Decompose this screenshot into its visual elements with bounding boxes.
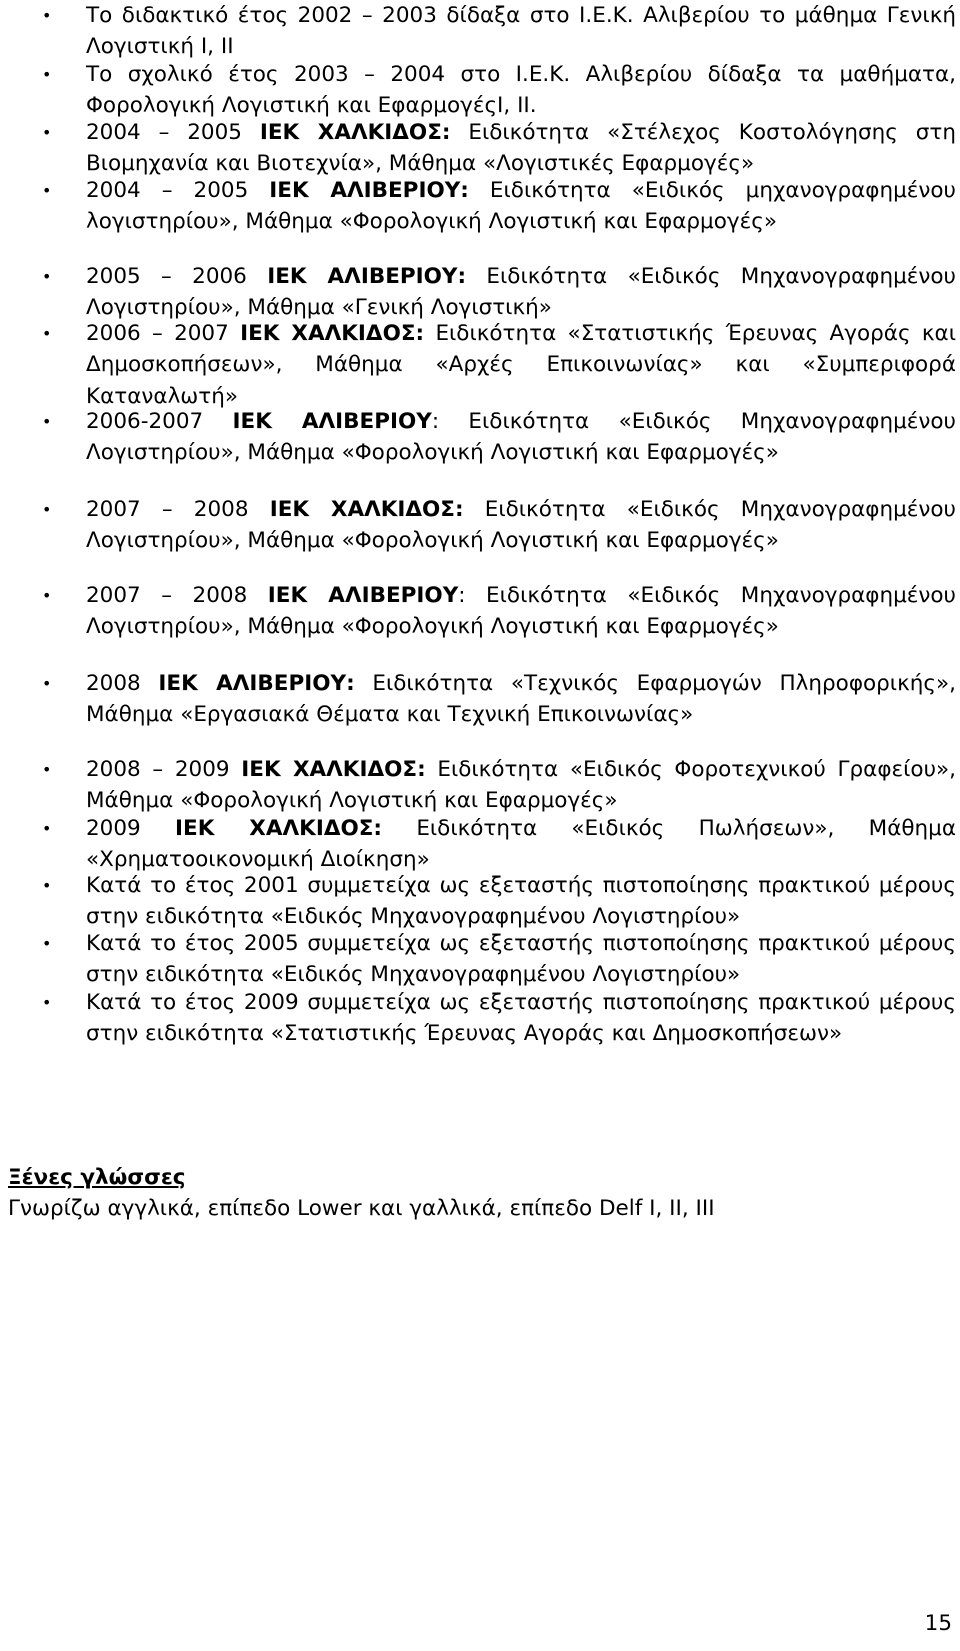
item-text: Το διδακτικό έτος 2002 – 2003 δίδαξα στο Ι.Ε.Κ. Αλιβερίου το μάθημα Γενική Λογιστική Ι, ΙΙ bbox=[86, 3, 956, 60]
list-item bbox=[42, 870, 956, 933]
bullet-icon: • bbox=[42, 760, 52, 779]
school-name: ΙΕΚ ΑΛΙΒΕΡΙΟΥ: bbox=[269, 178, 469, 203]
item-text: Κατά το έτος 2009 συμμετείχα ως εξεταστής πιστοποίησης πρακτικού μέρους στην ειδικότητα «Στατιστικής Έρευνας Αγοράς και Δημοσκοπήσεων» bbox=[86, 990, 956, 1047]
school-name: ΙΕΚ ΑΛΙΒΕΡΙΟΥ bbox=[232, 409, 432, 434]
item-date: 2009 bbox=[86, 816, 176, 841]
bullet-icon: • bbox=[42, 993, 52, 1012]
item-date: 2008 – 2009 bbox=[86, 757, 242, 782]
item-details: Ειδικότητα «Στέλεχος Κοστολόγησης στη Βιομηχανία και Βιοτεχνία», Μάθημα «Λογιστικές Εφαρμογές» bbox=[86, 120, 956, 177]
school-name: ΙΕΚ ΧΑΛΚΙΔΟΣ: bbox=[240, 321, 425, 346]
list-item bbox=[42, 754, 956, 817]
item-date: 2004 – 2005 bbox=[86, 120, 260, 145]
school-name: ΙΕΚ ΧΑΛΚΙΔΟΣ: bbox=[175, 816, 383, 841]
item-details: Ειδικότητα «Ειδικός Πωλήσεων», Μάθημα «Χρηματοοικονομική Διοίκηση» bbox=[86, 816, 956, 873]
item-details: : Ειδικότητα «Ειδικός Μηχανογραφημένου Λογιστηρίου», Μάθημα «Φορολογική Λογιστική και Εφαρμογές» bbox=[86, 583, 957, 640]
item-date: 2008 bbox=[86, 671, 159, 696]
school-name: ΙΕΚ ΧΑΛΚΙΔΟΣ: bbox=[241, 757, 426, 782]
item-details: : Ειδικότητα «Ειδικός Μηχανογραφημένου Λογιστηρίου», Μάθημα «Φορολογική Λογιστική και Εφαρμογές» bbox=[86, 409, 956, 466]
item-text: Κατά το έτος 2001 συμμετείχα ως εξεταστής πιστοποίησης πρακτικού μέρους στην ειδικότητα «Ειδικός Μηχανογραφημένου Λογιστηρίου» bbox=[86, 873, 956, 930]
item-date: 2007 – 2008 bbox=[86, 583, 268, 608]
list-item bbox=[42, 494, 956, 557]
list-item bbox=[42, 175, 957, 238]
foreign-languages-heading: Ξένες γλώσσες bbox=[8, 1165, 186, 1190]
item-details: Ειδικότητα «Ειδικός Φοροτεχνικού Γραφείου», Μάθημα «Φορολογική Λογιστική και Εφαρμογές» bbox=[86, 757, 956, 814]
item-details: Ειδικότητα «Ειδικός μηχανογραφημένου λογιστηρίου», Μάθημα «Φορολογική Λογιστική και Εφαρμογές» bbox=[86, 178, 957, 235]
item-details: Ειδικότητα «Στατιστικής Έρευνας Αγοράς και Δημοσκοπήσεων», Μάθημα «Αρχές Επικοινωνίας» και «Συμπεριφορά Καταναλωτή» bbox=[86, 321, 956, 409]
bullet-icon: • bbox=[42, 123, 52, 142]
foreign-languages-text: Γνωρίζω αγγλικά, επίπεδο Lower και γαλλικά, επίπεδο Delf I, II, III bbox=[8, 1196, 715, 1221]
bullet-icon: • bbox=[42, 586, 52, 605]
list-item bbox=[42, 261, 956, 324]
bullet-icon: • bbox=[42, 181, 52, 200]
school-name: ΙΕΚ ΧΑΛΚΙΔΟΣ: bbox=[269, 497, 464, 522]
item-details: Ειδικότητα «Τεχνικός Εφαρμογών Πληροφορικής», Μάθημα «Εργασιακά Θέματα και Τεχνική Επικοινωνίας» bbox=[86, 671, 956, 728]
item-details: Ειδικότητα «Ειδικός Μηχανογραφημένου Λογιστηρίου», Μάθημα «Φορολογική Λογιστική και Εφαρμογές» bbox=[86, 497, 956, 554]
item-date: 2006 – 2007 bbox=[86, 321, 241, 346]
bullet-icon: • bbox=[42, 876, 52, 895]
school-name: ΙΕΚ ΑΛΙΒΕΡΙΟΥ: bbox=[158, 671, 355, 696]
list-item bbox=[42, 987, 956, 1050]
bullet-icon: • bbox=[42, 324, 52, 343]
item-text: Το σχολικό έτος 2003 – 2004 στο Ι.Ε.Κ. Αλιβερίου δίδαξα τα μαθήματα, Φορολογική Λογιστική και ΕφαρμογέςΙ, ΙΙ. bbox=[86, 62, 956, 119]
list-item bbox=[42, 318, 956, 412]
bullet-icon: • bbox=[42, 819, 52, 838]
list-item bbox=[42, 117, 956, 180]
school-name: ΙΕΚ ΑΛΙΒΕΡΙΟΥ bbox=[267, 583, 459, 608]
list-item bbox=[42, 813, 956, 876]
list-item bbox=[42, 928, 956, 991]
item-text: Κατά το έτος 2005 συμμετείχα ως εξεταστής πιστοποίησης πρακτικού μέρους στην ειδικότητα «Ειδικός Μηχανογραφημένου Λογιστηρίου» bbox=[86, 931, 956, 988]
item-date: 2005 – 2006 bbox=[86, 264, 268, 289]
bullet-icon: • bbox=[42, 267, 52, 286]
bullet-icon: • bbox=[42, 674, 52, 693]
page-number: 15 bbox=[924, 1611, 952, 1636]
item-date: 2007 – 2008 bbox=[86, 497, 270, 522]
bullet-icon: • bbox=[42, 412, 52, 431]
list-item bbox=[42, 0, 956, 63]
bullet-icon: • bbox=[42, 6, 52, 25]
school-name: ΙΕΚ ΑΛΙΒΕΡΙΟΥ: bbox=[267, 264, 467, 289]
bullet-icon: • bbox=[42, 934, 52, 953]
list-item bbox=[42, 59, 956, 122]
list-item bbox=[42, 668, 956, 731]
bullet-icon: • bbox=[42, 65, 52, 84]
item-date: 2006-2007 bbox=[86, 409, 233, 434]
bullet-icon: • bbox=[42, 500, 52, 519]
list-item bbox=[42, 406, 956, 469]
item-details: Ειδικότητα «Ειδικός Μηχανογραφημένου Λογιστηρίου», Μάθημα «Γενική Λογιστική» bbox=[86, 264, 956, 321]
school-name: ΙΕΚ ΧΑΛΚΙΔΟΣ: bbox=[259, 120, 451, 145]
item-date: 2004 – 2005 bbox=[86, 178, 270, 203]
list-item bbox=[42, 580, 957, 643]
